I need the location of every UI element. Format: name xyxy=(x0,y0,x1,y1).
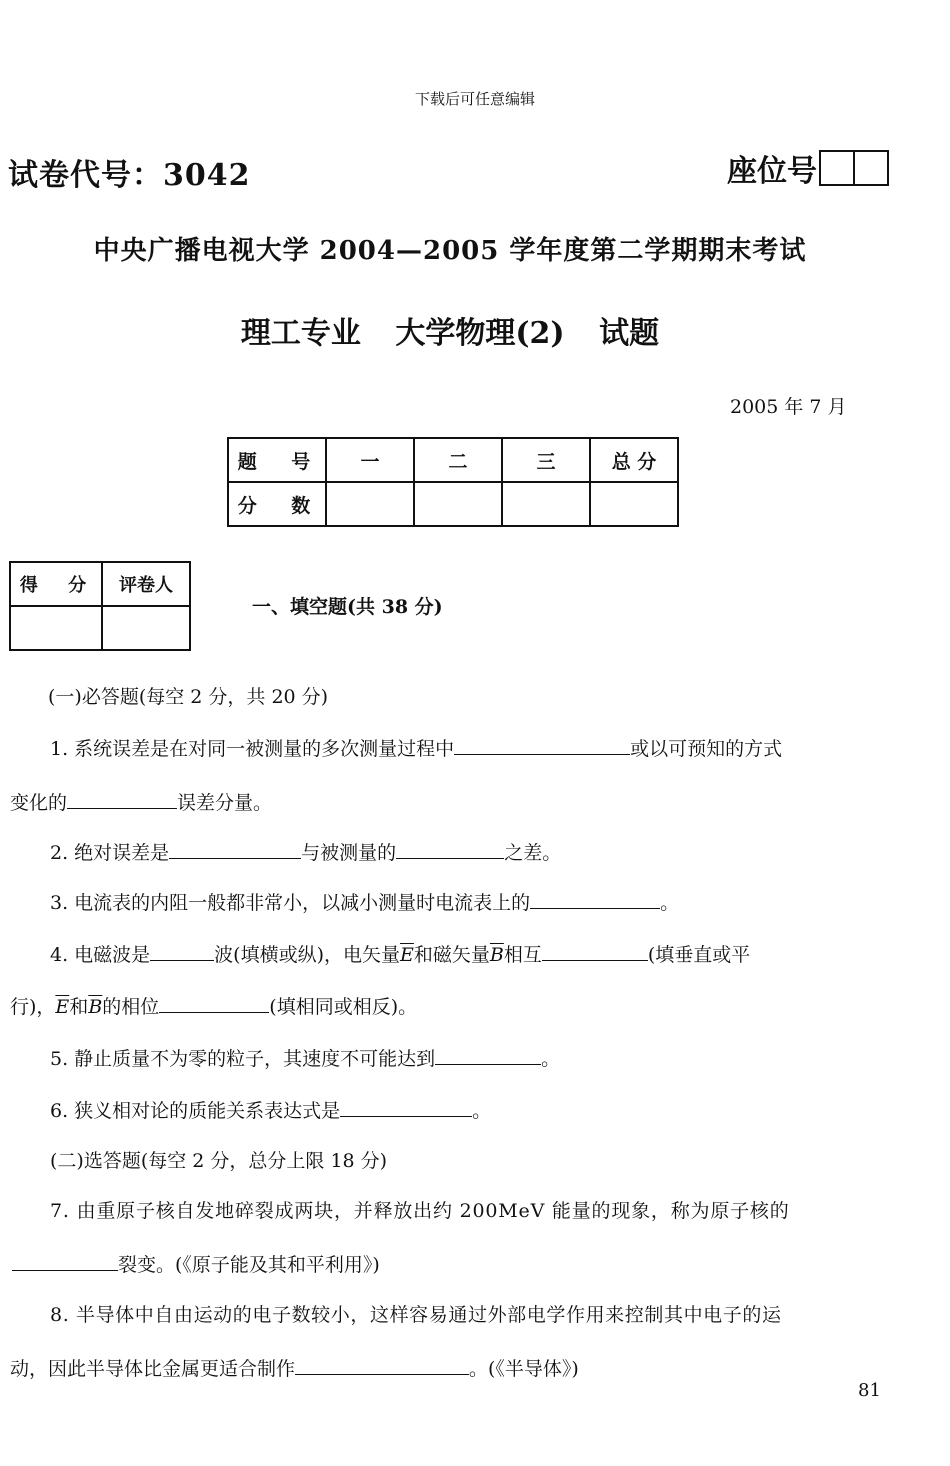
score-table-header-row xyxy=(228,438,678,482)
question-text: 裂变。(《原子能及其和平利用》) xyxy=(118,1254,380,1276)
paper-title: 理工专业 大学物理(2) 试题 xyxy=(240,316,660,351)
question-4 xyxy=(50,940,750,967)
vector-b-symbol: $\overline{B}$ xyxy=(88,996,103,1018)
question-5 xyxy=(50,1044,560,1071)
score-table xyxy=(227,437,679,527)
answer-blank xyxy=(396,840,504,859)
question-text: 1. 系统误差是在对同一被测量的多次测量过程中 xyxy=(50,738,455,760)
exam-date: 2005 年 7 月 xyxy=(730,396,847,418)
question-text: (填垂直或平 xyxy=(647,944,751,966)
question-4-cont xyxy=(10,992,417,1019)
score-table-cell: 一 xyxy=(326,438,414,482)
question-text: 或以可预知的方式 xyxy=(630,738,783,760)
answer-blank xyxy=(67,790,177,809)
question-text: 。 xyxy=(660,892,680,914)
score-table-cell: 题 号 xyxy=(228,438,326,482)
seat-number xyxy=(727,146,889,190)
question-1 xyxy=(50,734,782,761)
grader-blank-cell xyxy=(10,606,102,650)
score-table-blank-cell xyxy=(414,482,502,526)
question-text: 和 xyxy=(69,996,89,1018)
answer-blank xyxy=(454,736,630,755)
score-table-blank-cell xyxy=(502,482,590,526)
grader-score-header: 得 分 xyxy=(10,562,102,606)
answer-blank xyxy=(435,1046,541,1065)
vector-b-symbol: $\overline{B}$ xyxy=(489,944,504,966)
question-text: 2. 绝对误差是 xyxy=(50,842,170,864)
score-table-cell: 分 数 xyxy=(228,482,326,526)
answer-blank xyxy=(542,942,648,961)
question-8-cont xyxy=(10,1354,579,1381)
question-text: 相互 xyxy=(503,944,542,966)
question-text: 误差分量。 xyxy=(177,792,273,814)
answer-blank xyxy=(150,942,214,961)
question-text: 的相位 xyxy=(102,996,160,1018)
answer-blank xyxy=(340,1098,472,1117)
question-2 xyxy=(50,838,561,865)
question-text: 和磁矢量 xyxy=(413,944,490,966)
grader-table xyxy=(9,561,191,651)
score-table-blank-cell xyxy=(590,482,678,526)
exam-title: 中央广播电视大学 2004—2005 学年度第二学期期末考试 xyxy=(93,236,807,266)
answer-blank xyxy=(159,994,269,1013)
score-table-cell: 总 分 xyxy=(590,438,678,482)
part-title: (二)选答题(每空 2 分，总分上限 18 分) xyxy=(50,1150,388,1172)
grader-blank-cell xyxy=(102,606,190,650)
score-table-blank-cell xyxy=(326,482,414,526)
header-note: 下载后可任意编辑 xyxy=(414,90,535,108)
vector-e-symbol: $\overline{E}$ xyxy=(55,996,70,1018)
paper-code: 试卷代号：3042 xyxy=(8,158,251,193)
question-8 xyxy=(50,1300,782,1327)
question-text: (填相同或相反)。 xyxy=(269,996,418,1018)
score-table-cell: 三 xyxy=(502,438,590,482)
question-text: 行)， xyxy=(10,996,56,1018)
score-table-cell: 二 xyxy=(414,438,502,482)
seat-label: 座位号 xyxy=(727,154,817,189)
question-text: 6. 狭义相对论的质能关系表达式是 xyxy=(50,1100,341,1122)
question-7-cont xyxy=(12,1250,380,1277)
question-text: 动，因此半导体比金属更适合制作 xyxy=(10,1358,296,1380)
question-text: 5. 静止质量不为零的粒子，其速度不可能达到 xyxy=(50,1048,436,1070)
question-text: 7. 由重原子核自发地碎裂成两块，并释放出约 200MeV 能量的现象，称为原子核的 xyxy=(50,1200,790,1222)
question-text: 8. 半导体中自由运动的电子数较小，这样容易通过外部电学作用来控制其中电子的运 xyxy=(50,1304,782,1326)
question-text: 。 xyxy=(541,1048,561,1070)
seat-boxes xyxy=(819,150,889,186)
question-text: 3. 电流表的内阻一般都非常小，以减小测量时电流表上的 xyxy=(50,892,531,914)
page-number: 81 xyxy=(858,1380,881,1401)
question-text: 。(《半导体》) xyxy=(469,1358,579,1380)
answer-blank xyxy=(295,1356,469,1375)
section-title: 一、填空题(共 38 分) xyxy=(252,596,443,618)
question-text: 波(填横或纵)，电矢量 xyxy=(214,944,400,966)
question-text: 变化的 xyxy=(10,792,68,814)
answer-blank xyxy=(169,840,301,859)
question-text: 。 xyxy=(472,1100,492,1122)
question-text: 与被测量的 xyxy=(301,842,397,864)
question-6 xyxy=(50,1096,491,1123)
question-1-cont xyxy=(10,788,272,815)
question-text: 4. 电磁波是 xyxy=(50,944,151,966)
question-7 xyxy=(50,1196,790,1223)
grader-name-header: 评卷人 xyxy=(102,562,190,606)
score-table-score-row xyxy=(228,482,678,526)
question-3 xyxy=(50,888,679,915)
answer-blank xyxy=(12,1252,118,1271)
vector-e-symbol: $\overline{E}$ xyxy=(400,944,414,966)
answer-blank xyxy=(530,890,660,909)
part-title: (一)必答题(每空 2 分，共 20 分) xyxy=(48,686,329,708)
question-text: 之差。 xyxy=(504,842,562,864)
